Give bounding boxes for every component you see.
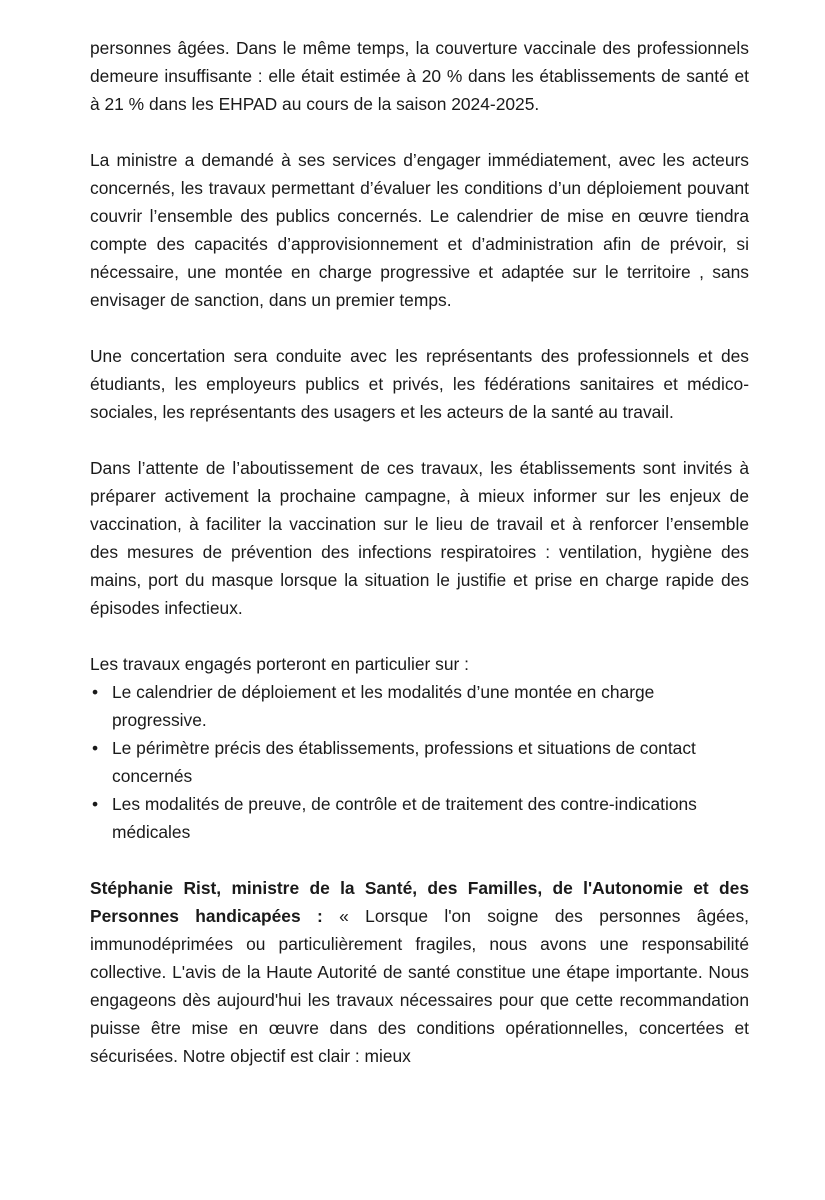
bullet-icon: •: [92, 738, 99, 758]
paragraph-ministry-request: La ministre a demandé à ses services d’engager immédiatement, avec les acteurs concernés, les travaux permettant d’évaluer les conditions d’un déploiement pouvant couvrir l’ensemble des publics concernés. Le calendrier de mise en œuvre tiendra compte des capacités d’approvisionnement et d’administration afin de prévoir, si nécessaire, une montée en charge progressive et adaptée sur le territoire , sans envisager de sanction, dans un premier temps.: [90, 150, 749, 310]
paragraph-vaccination-coverage: personnes âgées. Dans le même temps, la couverture vaccinale des professionnels demeure insuffisante : elle était estimée à 20 % dans les établissements de santé et à 21 % dans les EHPAD au cours de la saison 2024-2025.: [90, 38, 749, 114]
list-item: [90, 678, 749, 734]
paragraph-consultation: Une concertation sera conduite avec les représentants des professionnels et des étudiants, les employeurs publics et privés, les fédérations sanitaires et médico-sociales, les représentants des usagers et les acteurs de la santé au travail.: [90, 346, 749, 422]
list-item: [90, 790, 749, 846]
minister-quote: [90, 874, 749, 1070]
list-item-text: Les modalités de preuve, de contrôle et de traitement des contre-indications médicales: [112, 794, 697, 842]
quote-text: « Lorsque l'on soigne des personnes âgées, immunodéprimées ou particulièrement fragiles, nous avons une responsabilité collective. L'avis de la Haute Autorité de santé constitue une étape importante. Nous engageons dès aujourd'hui les travaux nécessaires pour que cette recommandation puisse être mise en œuvre dans des conditions opérationnelles, concertées et sécurisées. Notre objectif est clair : mieux: [90, 906, 749, 1066]
bullet-icon: •: [92, 682, 99, 702]
list-item-text: Le périmètre précis des établissements, professions et situations de contact concernés: [112, 738, 696, 786]
bullet-icon: •: [92, 794, 99, 814]
list-intro: Les travaux engagés porteront en particulier sur :: [90, 654, 469, 674]
work-items-list: [90, 678, 749, 846]
list-item-text: Le calendrier de déploiement et les modalités d’une montée en charge progressive.: [112, 682, 655, 730]
paragraph-establishments-invited: Dans l’attente de l’aboutissement de ces travaux, les établissements sont invités à préparer activement la prochaine campagne, à mieux informer sur les enjeux de vaccination, à faciliter la vaccination sur le lieu de travail et à renforcer l’ensemble des mesures de prévention des infections respiratoires : ventilation, hygiène des mains, port du masque lorsque la situation le justifie et prise en charge rapide des épisodes infectieux.: [90, 458, 749, 618]
list-item: [90, 734, 749, 790]
quote-speaker: Stéphanie Rist, ministre de la Santé, des Familles, de l'Autonomie et des Personnes handicapées :: [90, 878, 749, 926]
